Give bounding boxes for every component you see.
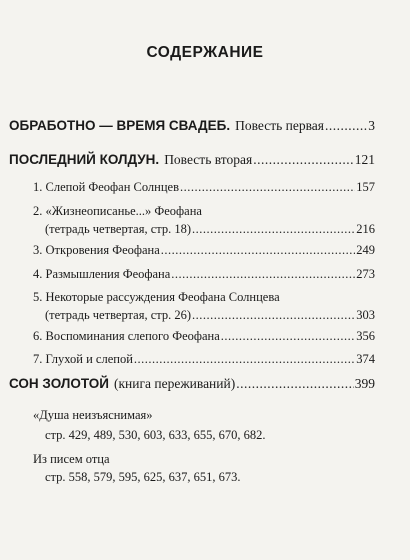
page-number: 157	[356, 180, 375, 194]
page-number: 273	[356, 267, 375, 281]
page-title: СОДЕРЖАНИЕ	[146, 44, 264, 61]
toc-entry-dream	[9, 376, 375, 392]
chapter-title-cont: (тетрадь четвертая, стр. 26)	[45, 308, 192, 322]
dot-leader	[253, 152, 354, 168]
toc-entry-part-one	[9, 118, 375, 134]
page-number: 303	[356, 308, 375, 322]
toc-chapter-2	[45, 222, 375, 237]
dot-leader	[221, 329, 355, 344]
page-number: 249	[356, 243, 375, 257]
toc-chapter-1	[33, 180, 375, 195]
entry-subtitle: (книга переживаний)	[113, 376, 236, 391]
page-number: 216	[356, 222, 375, 236]
dot-leader	[180, 180, 355, 195]
entry-heading: ОБРАБОТНО — ВРЕМЯ СВАДЕБ.	[9, 118, 231, 133]
toc-chapter-4	[33, 267, 375, 282]
page-number: 399	[354, 376, 375, 391]
chapter-title-cont: (тетрадь четвертая, стр. 18)	[45, 222, 192, 236]
toc-chapter-5-line1: 5. Некоторые рассуждения Феофана Солнцева	[33, 290, 280, 304]
entry-heading: ПОСЛЕДНИЙ КОЛДУН.	[9, 152, 160, 167]
ref-pages-soul: стр. 429, 489, 530, 603, 633, 655, 670, 682.	[45, 428, 266, 442]
chapter-title: 7. Глухой и слепой	[33, 352, 133, 366]
ref-label-letters: Из писем отца	[33, 452, 110, 466]
toc-entry-part-two	[9, 152, 375, 168]
ref-label-soul: «Душа неизъяснимая»	[33, 408, 153, 422]
toc-chapter-7	[33, 352, 375, 367]
dot-leader	[192, 308, 355, 323]
ref-pages-letters: стр. 558, 579, 595, 625, 637, 651, 673.	[45, 470, 241, 484]
dot-leader	[236, 376, 354, 392]
chapter-title: 1. Слепой Феофан Солнцев	[33, 180, 180, 194]
dot-leader	[171, 267, 355, 282]
chapter-title: 6. Воспоминания слепого Феофана	[33, 329, 220, 343]
chapter-title: 3. Откровения Феофана	[33, 243, 160, 257]
chapter-title: 4. Размышления Феофана	[33, 267, 171, 281]
entry-subtitle: Повесть первая	[235, 118, 325, 133]
dot-leader	[325, 118, 367, 134]
page-number: 374	[356, 352, 375, 366]
entry-subtitle: Повесть вторая	[164, 152, 253, 167]
page-number: 356	[356, 329, 375, 343]
toc-chapter-2-line1: 2. «Жизнеописанье...» Феофана	[33, 204, 202, 218]
page-number: 3	[368, 118, 375, 133]
toc-chapter-5	[45, 308, 375, 323]
dot-leader	[161, 243, 355, 258]
toc-chapter-6	[33, 329, 375, 344]
toc-chapter-3	[33, 243, 375, 258]
entry-heading: СОН ЗОЛОТОЙ	[9, 376, 109, 391]
dot-leader	[192, 222, 355, 237]
page-number: 121	[354, 152, 375, 167]
dot-leader	[134, 352, 355, 367]
